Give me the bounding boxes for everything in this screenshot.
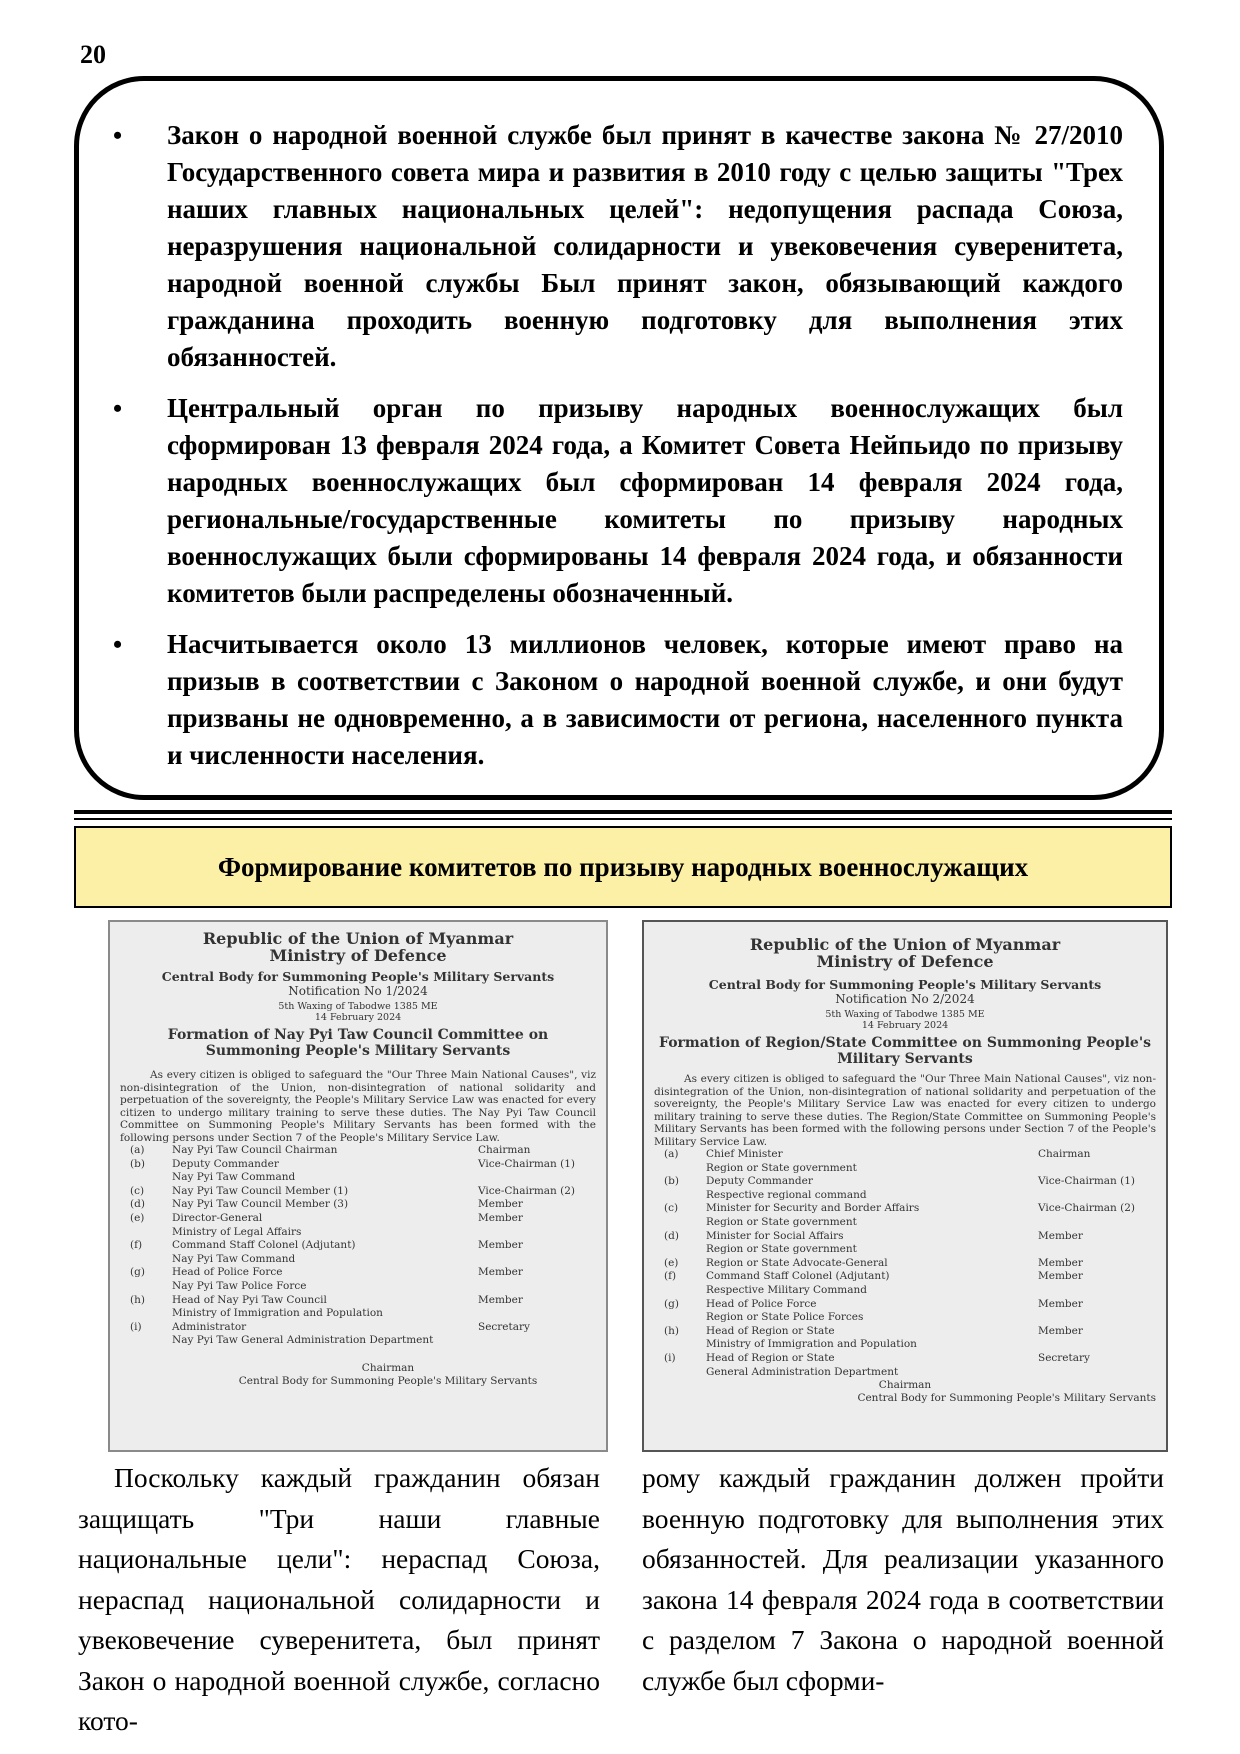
member-row — [654, 1325, 1156, 1339]
member-affiliation: Ministry of Immigration and Population — [172, 1307, 383, 1320]
member-row — [120, 1239, 596, 1253]
key-facts-box — [74, 76, 1164, 800]
member-affiliation: Nay Pyi Taw Command — [172, 1171, 296, 1184]
member-code: (e) — [130, 1211, 145, 1224]
notice-issuer: Central Body for Summoning People's Military Servants — [161, 969, 555, 984]
notice-date: 14 February 2024 — [314, 1012, 402, 1023]
member-affiliation: Region or State government — [706, 1215, 857, 1228]
divider-thick — [74, 810, 1172, 814]
member-row — [120, 1198, 596, 1212]
notice-number: Notification No 2/2024 — [835, 992, 975, 1006]
member-name: Nay Pyi Taw Council Member (3) — [172, 1198, 349, 1211]
bullet-item — [105, 117, 1123, 376]
bullet-icon: • — [113, 394, 123, 423]
bullet-text: Насчитывается около 13 миллионов человек, которые имеют право на призыв в соответствии с Законом о народной военной службе, и они будут призваны не одновременно, а в зависимости от региона, населенного пункта и численности населения. — [167, 629, 1123, 770]
member-role: Vice-Chairman (1) — [1038, 1175, 1136, 1188]
bullet-icon: • — [113, 121, 123, 150]
member-affiliation: Respective regional command — [706, 1188, 867, 1201]
bullet-item — [105, 390, 1123, 612]
notice-title: Formation of Region/State Committee on Summoning People's Military Servants — [659, 1035, 1151, 1067]
member-row — [120, 1158, 596, 1172]
body-column-right: рому каждый гражданин должен пройти военную подготовку для выполнения этих обязанностей. Для реализации указанного закона 14 февраля 2024 года в соответствии с разделом 7 Закона о народной военной службе был сформи- — [642, 1462, 1164, 1696]
member-code: (h) — [664, 1324, 679, 1337]
member-code: (d) — [664, 1229, 679, 1242]
notice-number: Notification No 1/2024 — [288, 984, 428, 998]
member-code: (g) — [664, 1297, 679, 1310]
notification-image-2 — [642, 920, 1168, 1452]
member-list — [120, 1144, 596, 1348]
member-name: Command Staff Colonel (Adjutant) — [172, 1239, 356, 1252]
member-row — [654, 1352, 1156, 1366]
member-role: Member — [478, 1211, 523, 1224]
member-code: (i) — [664, 1351, 676, 1364]
bullet-text: Центральный орган по призыву народных военнослужащих был сформирован 13 февраля 2024 года, а Комитет Совета Нейпьидо по призыву народных военнослужащих был сформирован 14 февраля 2024 года, региональные/государственные комитеты по призыву народных военнослужащих были сформированы 14 февраля 2024 года, и обязанности комитетов были распределены обозначенный. — [167, 393, 1123, 608]
member-row — [654, 1298, 1156, 1312]
member-role: Member — [478, 1293, 523, 1306]
notification-image-1 — [108, 920, 608, 1452]
member-row — [654, 1270, 1156, 1284]
notice-date-lunar: 5th Waxing of Tabodwe 1385 ME — [825, 1009, 985, 1020]
member-role: Vice-Chairman (2) — [478, 1184, 576, 1197]
member-row — [654, 1202, 1156, 1216]
member-code: (a) — [130, 1144, 145, 1156]
member-role: Member — [1038, 1256, 1083, 1269]
member-name: Director-General — [172, 1211, 263, 1224]
member-name: Head of Region or State — [706, 1351, 835, 1364]
member-name: Head of Police Force — [706, 1297, 817, 1310]
member-name: Nay Pyi Taw Council Chairman — [172, 1144, 338, 1156]
member-affiliation: Nay Pyi Taw Police Force — [172, 1279, 307, 1292]
member-affiliation: Ministry of Legal Affairs — [172, 1225, 302, 1238]
member-name: Head of Region or State — [706, 1324, 835, 1337]
member-affiliation: Region or State government — [706, 1243, 857, 1256]
member-name: Head of Police Force — [172, 1266, 283, 1279]
member-name: Minister for Social Affairs — [706, 1229, 844, 1242]
member-row — [120, 1185, 596, 1199]
divider-thin — [74, 818, 1172, 820]
member-code: (c) — [130, 1184, 145, 1197]
member-affiliation: Nay Pyi Taw General Administration Department — [172, 1334, 434, 1347]
member-name: Head of Nay Pyi Taw Council — [172, 1293, 327, 1306]
page-number: 20 — [80, 40, 106, 69]
member-role: Vice-Chairman (2) — [1038, 1202, 1136, 1215]
member-role: Member — [1038, 1324, 1083, 1337]
body-column-left: Поскольку каждый гражданин обязан защищать "Три наши главные национальные цели": нераспад Союза, нераспад национальной солидарности и увековечение суверенитета, был принят Закон о народной военной службе, согласно кото- — [78, 1462, 600, 1736]
bullet-text: Закон о народной военной службе был принят в качестве закона № 27/2010 Государственного совета мира и развития в 2010 году с целью защиты "Трех наших главных национальных целей": недопущения распада Союза, неразрушения национальной солидарности и увековечения суверенитета, народной военной службы Был принят закон, обязывающий каждого гражданина проходить военную подготовку для выполнения этих обязанностей. — [167, 120, 1123, 372]
bullet-icon: • — [113, 630, 123, 659]
member-row — [120, 1294, 596, 1308]
member-name: Nay Pyi Taw Council Member (1) — [172, 1184, 349, 1197]
member-code: (b) — [664, 1175, 679, 1188]
member-code: (a) — [664, 1148, 679, 1160]
member-code: (b) — [130, 1157, 145, 1170]
member-role: Member — [478, 1198, 523, 1211]
member-row — [654, 1257, 1156, 1271]
notice-date-lunar: 5th Waxing of Tabodwe 1385 ME — [278, 1001, 438, 1012]
member-name: Administrator — [172, 1320, 247, 1333]
notice-date: 14 February 2024 — [861, 1020, 949, 1031]
member-row — [120, 1144, 596, 1158]
member-affiliation: General Administration Department — [706, 1365, 899, 1378]
member-name: Command Staff Colonel (Adjutant) — [706, 1270, 890, 1283]
member-code: (f) — [130, 1239, 143, 1252]
notice-header-republic: Republic of the Union of Myanmar — [202, 929, 514, 948]
member-role: Member — [478, 1239, 523, 1252]
member-role: Member — [1038, 1297, 1083, 1310]
member-role: Member — [1038, 1229, 1083, 1242]
member-name: Minister for Security and Border Affairs — [706, 1202, 920, 1215]
member-row — [654, 1230, 1156, 1244]
signature-title: Chairman — [878, 1379, 932, 1392]
member-row — [120, 1212, 596, 1226]
member-affiliation: Region or State government — [706, 1161, 857, 1174]
member-affiliation: Region or State Police Forces — [706, 1311, 864, 1324]
signature-body: Central Body for Summoning People's Military Servants — [238, 1374, 538, 1387]
bullet-item — [105, 626, 1123, 774]
notice-header-ministry: Ministry of Defence — [816, 952, 994, 971]
member-role: Chairman — [478, 1144, 531, 1156]
member-role: Member — [478, 1266, 523, 1279]
member-code: (d) — [130, 1198, 145, 1211]
member-affiliation: Ministry of Immigration and Population — [706, 1338, 917, 1351]
member-row — [654, 1148, 1156, 1162]
notice-header-republic: Republic of the Union of Myanmar — [749, 935, 1061, 954]
member-role: Member — [1038, 1270, 1083, 1283]
member-affiliation: Nay Pyi Taw Command — [172, 1252, 296, 1265]
notice-body: As every citizen is obliged to safeguard the "Our Three Main National Causes", viz non-disintegration of the Union, non-disintegration of national solidarity and perpetuation of the sovereignty, the People's Military Service Law was enacted for every citizen to undergo military training to serve these duties. The Nay Pyi Taw Council Committee on Summoning People's Military Servants has been formed with the following persons under Section 7 of the People's Military Service Law. — [120, 1069, 596, 1144]
member-row — [120, 1266, 596, 1280]
member-role: Vice-Chairman (1) — [478, 1157, 576, 1170]
notice-issuer: Central Body for Summoning People's Military Servants — [708, 977, 1102, 992]
member-code: (c) — [664, 1202, 679, 1215]
member-role: Secretary — [1038, 1351, 1090, 1364]
notice-title: Formation of Nay Pyi Taw Council Committee on Summoning People's Military Servants — [167, 1027, 549, 1059]
notice-body: As every citizen is obliged to safeguard the "Our Three Main National Causes", viz non-disintegration of the Union, non-disintegration of national solidarity and perpetuation of the sovereignty, the People's Military Service Law was enacted for every citizen to undergo military training to serve these duties. The Region/State Committee on Summoning People's Military Servants has been formed with the following persons under Section 7 of the People's Military Service Law. — [654, 1073, 1156, 1148]
member-row — [120, 1321, 596, 1335]
member-code: (f) — [664, 1270, 677, 1283]
signature-title: Chairman — [361, 1361, 415, 1374]
member-code: (g) — [130, 1266, 145, 1279]
member-name: Deputy Commander — [706, 1175, 813, 1188]
member-name: Region or State Advocate-General — [706, 1256, 888, 1269]
signature-body: Central Body for Summoning People's Military Servants — [857, 1392, 1156, 1405]
member-name: Deputy Commander — [172, 1157, 279, 1170]
member-code: (i) — [130, 1320, 142, 1333]
member-affiliation: Respective Military Command — [706, 1283, 867, 1296]
member-list — [654, 1148, 1156, 1379]
notice-header-ministry: Ministry of Defence — [269, 946, 447, 965]
member-role: Secretary — [478, 1320, 530, 1333]
member-name: Chief Minister — [706, 1148, 783, 1160]
bullet-list — [105, 117, 1123, 774]
section-title: Формирование комитетов по призыву народных военнослужащих — [74, 826, 1172, 908]
member-row — [654, 1175, 1156, 1189]
member-code: (e) — [664, 1256, 679, 1269]
member-code: (h) — [130, 1293, 145, 1306]
member-role: Chairman — [1038, 1148, 1091, 1160]
